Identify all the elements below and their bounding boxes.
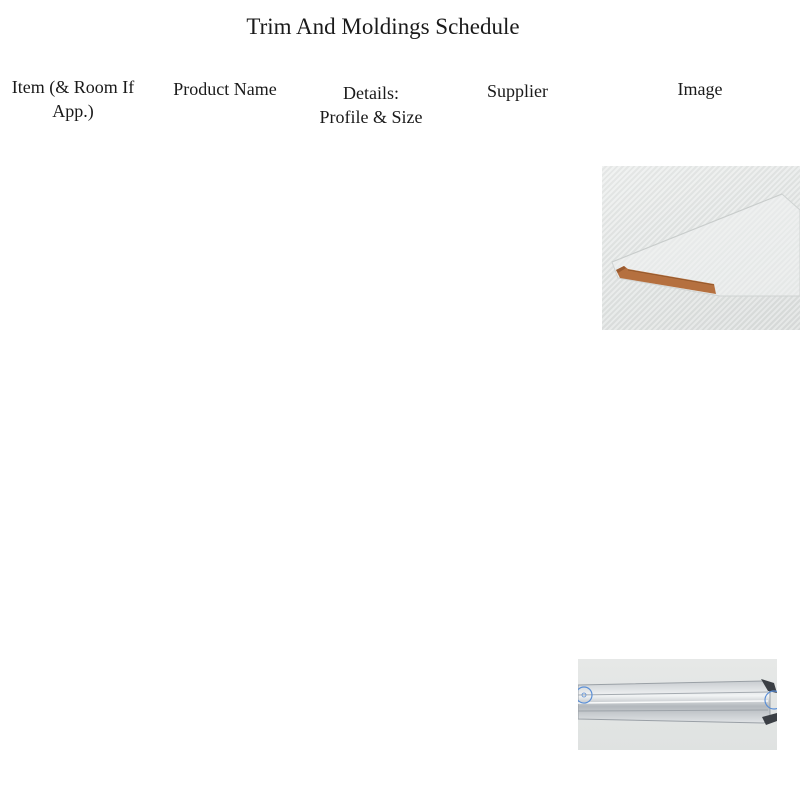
column-header-supplier-line1: Supplier <box>487 81 548 101</box>
column-header-supplier <box>470 79 565 103</box>
aluminium-trim-photo-icon <box>578 659 777 750</box>
column-header-product-name <box>160 77 290 101</box>
column-header-image <box>640 77 760 101</box>
column-header-item-line1: Item (& Room If <box>11 77 135 97</box>
trim-profile-photo <box>602 166 800 330</box>
column-header-details-line2: Profile & Size <box>319 107 423 127</box>
column-header-image-line1: Image <box>677 79 723 99</box>
aluminium-trim-photo <box>578 659 777 750</box>
trim-profile-photo-icon <box>602 166 800 330</box>
column-header-details <box>306 81 436 129</box>
page-title: Trim And Moldings Schedule <box>246 14 520 39</box>
column-header-item-line2: App.) <box>52 101 94 121</box>
column-header-details-line1: Details: <box>343 83 399 103</box>
column-header-item <box>4 75 142 123</box>
column-header-product-name-line1: Product Name <box>173 79 277 99</box>
